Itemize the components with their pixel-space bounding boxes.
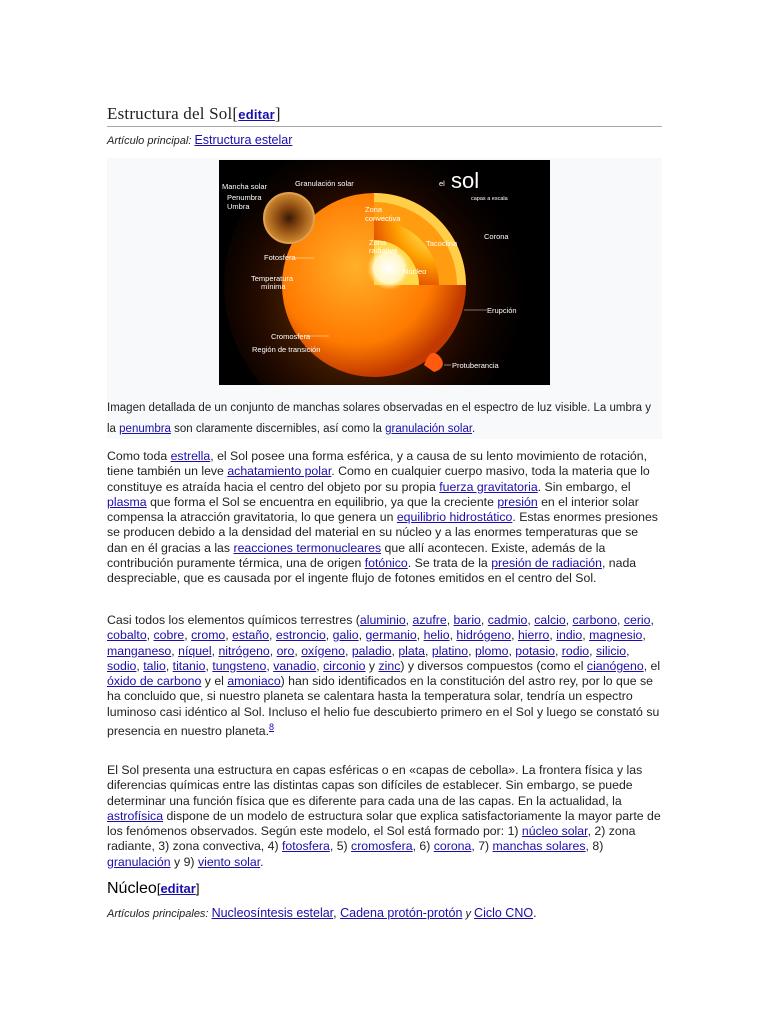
element-separator: , (626, 643, 630, 658)
link-plasma[interactable]: plasma (107, 494, 147, 509)
caption-text: . (472, 423, 476, 435)
para-text: , 2) zona radiante, 3) zona convectiva, 4) (107, 824, 636, 854)
caption-text: son claramente discernibles, así como la (170, 423, 386, 435)
element-separator: , (589, 643, 596, 658)
link-zinc[interactable]: zinc (378, 658, 401, 673)
para-text: y (365, 658, 379, 673)
element-separator: , (405, 613, 413, 627)
element-link-22[interactable]: oro (276, 643, 295, 658)
element-separator: , (294, 643, 302, 658)
label-erupcion: Erupción (487, 306, 517, 315)
link-cadena-proton[interactable]: Cadena protón-protón (340, 906, 463, 920)
label-region-transicion: Región de transición (252, 345, 321, 354)
element-separator: , (266, 658, 274, 673)
para-text: ) y diversos compuestos (como el (400, 658, 587, 673)
label-tacoclina: Tacoclina (426, 239, 458, 248)
element-separator: , (184, 628, 192, 643)
sun-structure-image[interactable] (219, 160, 550, 385)
edit-bracket-close: ] (195, 881, 200, 896)
element-separator: , (269, 628, 276, 643)
element-separator: , (211, 643, 219, 658)
element-separator: , (549, 628, 557, 643)
element-link-1[interactable]: azufre (412, 613, 447, 627)
element-separator: , (582, 628, 590, 643)
sun-figure (107, 158, 662, 439)
link-ciclo-cno[interactable]: Ciclo CNO (474, 906, 534, 920)
element-link-13[interactable]: germanio (365, 628, 417, 643)
element-link-32[interactable]: talio (143, 658, 166, 673)
element-link-20[interactable]: níquel (178, 643, 212, 658)
element-separator: , (205, 658, 213, 673)
element-link-18[interactable]: magnesio (589, 628, 643, 643)
section-heading (107, 104, 662, 127)
element-separator: , (554, 643, 562, 658)
sunspot-inset (264, 193, 314, 243)
label-penumbra: Penumbra (227, 193, 262, 202)
hatnote2-end: . (533, 906, 537, 920)
link-fotonico[interactable]: fotónico (364, 556, 408, 571)
element-link-23[interactable]: oxígeno (301, 643, 345, 658)
element-link-0[interactable]: aluminio (359, 613, 406, 627)
paragraph-elementos (107, 613, 662, 739)
label-umbra: Umbra (227, 202, 250, 211)
para-text: que allí acontecen. Existe, además de la contribución puramente térmica, una de origen (107, 540, 606, 571)
para-text: , 6) (412, 839, 434, 854)
section-title: Estructura del Sol (107, 104, 233, 123)
para-text: Como toda (107, 449, 171, 463)
label-granulacion: Granulación solar (295, 179, 354, 188)
link-nucleosintesis[interactable]: Nucleosíntesis estelar (211, 906, 334, 920)
link-estrella[interactable]: estrella (170, 449, 211, 463)
element-separator: , (565, 613, 573, 627)
element-separator: , (449, 628, 457, 643)
element-separator: , (642, 628, 646, 643)
element-separator: , (508, 643, 516, 658)
label-temperatura-2: mínima (261, 282, 286, 291)
main-article-link[interactable]: Estructura estelar (194, 133, 293, 147)
element-link-6[interactable]: cerio (623, 613, 651, 627)
para-text: dispone de un modelo de estructura solar que explica satisfactoriamente la mayor parte de los fenómenos observados. Según este modelo, el Sol está formado por: 1) (107, 808, 661, 839)
element-link-28[interactable]: potasio (515, 643, 555, 658)
element-separator: , (446, 613, 454, 627)
label-temperatura-1: Temperatura (251, 274, 294, 283)
element-link-21[interactable]: nitrógeno (218, 643, 270, 658)
element-link-5[interactable]: carbono (572, 613, 617, 627)
para-text: . Sin embargo, el (537, 479, 631, 494)
para-text: Casi todos los elementos químicos terrestres ( (107, 613, 360, 627)
element-link-8[interactable]: cobre (153, 628, 185, 643)
para-text: , 8) (585, 839, 604, 854)
element-separator: , (468, 643, 475, 658)
edit-section-link[interactable]: editar (238, 107, 275, 122)
main-articles-hatnote (107, 906, 537, 920)
label-zona-convectiva-1: Zona (365, 205, 383, 214)
link-manchas-solares[interactable]: manchas solares (492, 839, 586, 854)
element-link-33[interactable]: titanio (172, 658, 206, 673)
para-text: y 9) (170, 854, 198, 869)
element-link-2[interactable]: bario (453, 613, 481, 627)
element-separator: , (617, 613, 624, 627)
label-zona-convectiva-2: convectiva (365, 214, 401, 223)
element-separator: , (480, 613, 488, 627)
label-brand-small: el (439, 179, 445, 188)
hatnote2-prefix: Artículos principales: (107, 908, 209, 920)
link-cromosfera[interactable]: cromosfera (351, 839, 413, 854)
subsection-title: Núcleo (107, 880, 157, 897)
element-separator: , (165, 658, 173, 673)
edit-bracket-close: ] (274, 104, 281, 123)
link-astrofisica[interactable]: astrofísica (107, 808, 164, 823)
main-article-hatnote (107, 133, 292, 147)
element-separator: , (511, 628, 518, 643)
element-separator: , (416, 628, 424, 643)
element-link-31[interactable]: sodio (107, 658, 137, 673)
link-fotosfera[interactable]: fotosfera (282, 839, 330, 854)
para-text: , el (643, 658, 661, 673)
para-text: . Se trata de la (407, 556, 492, 571)
link-viento-solar[interactable]: viento solar (197, 854, 261, 869)
para-text: que forma el Sol se encuentra en equilibrio, ya que la creciente (146, 494, 498, 509)
caption-link-penumbra[interactable]: penumbra (119, 423, 171, 435)
element-link-29[interactable]: rodio (561, 643, 590, 658)
reference-link[interactable]: 8 (269, 722, 275, 733)
para-text: . Como en cualquier cuerpo masivo, toda la materia que lo constituye es atraída hacia el centro del objeto por su propia (107, 464, 650, 494)
element-link-36[interactable]: circonio (323, 658, 366, 673)
link-cianogeno[interactable]: cianógeno (586, 658, 644, 673)
label-corona: Corona (484, 232, 509, 241)
para-text: El Sol presenta una estructura en capas esféricas o en «capas de cebolla». La frontera física y las diferencias químicas entre las distintas capas son difíciles de establecer. Sin embargo, se puede determinar una función física que es diferente para cada una de las capas. En la actualidad, la (107, 763, 643, 808)
hatnote2-sep: , (333, 906, 341, 920)
element-link-34[interactable]: tungsteno (212, 658, 267, 673)
element-separator: , (316, 658, 324, 673)
link-reacciones-termonucleares[interactable]: reacciones termonucleares (233, 540, 382, 555)
para-text: , el Sol posee una forma esférica, y a causa de su lento movimiento de rotación, tiene también un leve (107, 449, 648, 479)
element-separator: , (269, 643, 277, 658)
subsection-heading (107, 880, 199, 898)
para-text: y el (201, 674, 228, 689)
element-separator: , (136, 658, 144, 673)
link-presion-radiacion[interactable]: presión de radiación (491, 556, 602, 571)
paragraph-capas (107, 763, 662, 870)
label-protuberancia: Protuberancia (452, 361, 499, 370)
label-brand-sub: capas a escala (471, 196, 508, 202)
label-cromosfera: Cromosfera (271, 332, 311, 341)
element-link-24[interactable]: paladio (351, 643, 392, 658)
link-equilibrio-hidrostatico[interactable]: equilibrio hidrostático (396, 510, 513, 525)
element-link-26[interactable]: platino (431, 643, 469, 658)
label-nucleo: Núcleo (403, 267, 427, 276)
para-text: , 7) (471, 839, 493, 854)
edit-bracket-open: [ (232, 104, 239, 123)
caption-text: Imagen detallada de un conjunto de manchas solares observadas en el espectro de luz visible. La umbra y la (107, 402, 652, 435)
link-nucleo-solar[interactable]: núcleo solar (521, 824, 588, 839)
element-link-25[interactable]: plata (398, 643, 426, 658)
label-mancha-solar: Mancha solar (222, 182, 268, 191)
label-brand-big: sol (451, 168, 480, 193)
element-link-14[interactable]: helio (423, 628, 450, 643)
para-text: . Estas enormes presiones se producen debido a la densidad del material en su núcleo y a las enormes temperaturas que se dan en él gracias a las (107, 510, 658, 555)
element-separator: , (425, 643, 432, 658)
element-separator: , (344, 643, 352, 658)
element-separator: , (171, 643, 179, 658)
label-zona-radiativa-2: radiativa (369, 246, 398, 255)
element-link-16[interactable]: hierro (517, 628, 550, 643)
element-link-10[interactable]: estaño (232, 628, 270, 643)
caption-link-granulacion[interactable]: granulación solar (385, 423, 473, 435)
link-presion[interactable]: presión (497, 494, 538, 509)
para-text: ) han sido identificados en la constitución del astro rey, por lo que se ha concluido que, si nuestro planeta se calentara hasta la temperatura solar, tendría un espectro luminoso casi idéntico al Sol. Incluso el helio fue descubierto primero en el Sol y luego se constató su presencia en nuestro planeta. (107, 674, 660, 739)
element-link-17[interactable]: indio (556, 628, 583, 643)
para-text: en el interior solar compensa la atracción gravitatoria, lo que genera un (107, 494, 639, 525)
link-oxido-carbono[interactable]: óxido de carbono (107, 674, 202, 689)
element-separator: , (391, 643, 399, 658)
link-granulacion[interactable]: granulación (107, 854, 171, 869)
element-link-12[interactable]: galio (332, 628, 359, 643)
label-fotosfera: Fotosfera (264, 253, 296, 262)
paragraph-forma (107, 449, 662, 587)
element-separator: , (325, 628, 333, 643)
link-achatamiento-polar[interactable]: achatamiento polar (227, 464, 332, 479)
hatnote-prefix: Artículo principal: (107, 135, 192, 147)
link-amoniaco[interactable]: amoniaco (227, 674, 281, 689)
figure-caption (107, 398, 655, 440)
element-link-30[interactable]: silicio (596, 643, 627, 658)
element-separator: , (650, 613, 654, 627)
element-link-19[interactable]: manganeso (107, 643, 172, 658)
element-link-27[interactable]: plomo (474, 643, 509, 658)
hatnote2-sep: y (462, 908, 475, 920)
element-separator: , (225, 628, 233, 643)
label-zona-radiativa-1: Zona (369, 238, 387, 247)
element-separator: , (146, 628, 154, 643)
element-separator: , (527, 613, 535, 627)
element-link-11[interactable]: estroncio (275, 628, 326, 643)
link-fuerza-gravitatoria[interactable]: fuerza gravitatoria (439, 479, 538, 494)
element-link-7[interactable]: cobalto (107, 628, 147, 643)
element-link-35[interactable]: vanadio (273, 658, 317, 673)
para-text: , 5) (329, 839, 352, 854)
para-text: . (260, 854, 264, 869)
edit-bracket-open: [ (156, 881, 161, 896)
element-link-15[interactable]: hidrógeno (456, 628, 512, 643)
sun-diagram (219, 160, 550, 385)
element-separator: , (358, 628, 366, 643)
element-link-9[interactable]: cromo (191, 628, 226, 643)
edit-subsection-link[interactable]: editar (160, 881, 196, 896)
link-corona[interactable]: corona (433, 839, 472, 854)
para-text: , nada despreciable, que es causada por el ingente flujo de fotones emitidos en el centro del Sol. (107, 556, 637, 586)
element-link-3[interactable]: cadmio (487, 613, 528, 627)
element-link-4[interactable]: calcio (534, 613, 566, 627)
